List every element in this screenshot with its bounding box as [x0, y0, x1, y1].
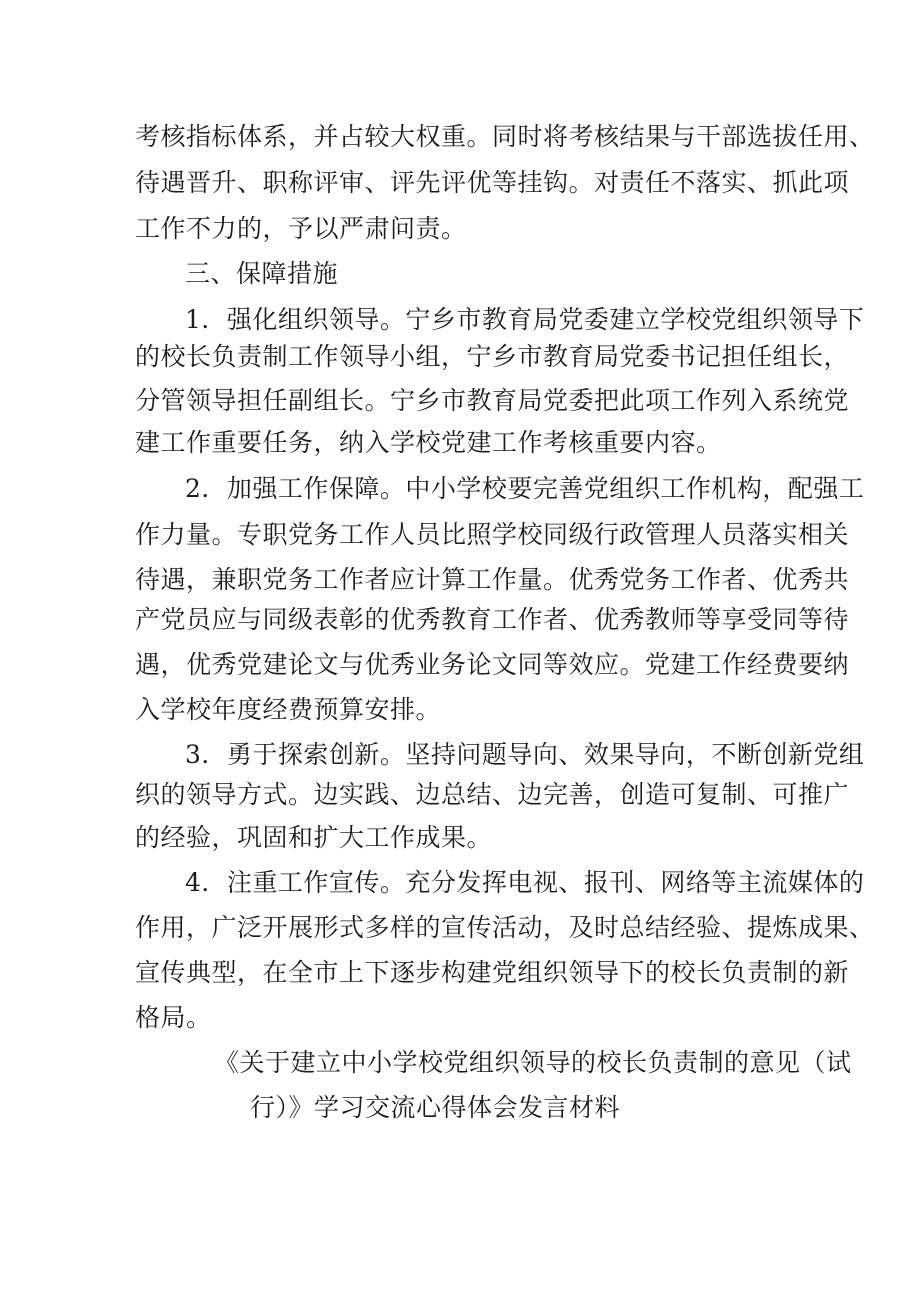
paragraph-line: 工作不力的，予以严肃问责。	[135, 214, 467, 243]
paragraph-line: 作用，广泛开展形式多样的宣传活动，及时总结经验、提炼成果、	[135, 913, 875, 942]
paragraph-line: 1．强化组织领导。宁乡市教育局党委建立学校党组织领导下	[185, 305, 865, 334]
paragraph-line: 2．加强工作保障。中小学校要完善党组织工作机构，配强工	[185, 474, 865, 503]
next-title-line: 行）》学习交流心得体会发言材料	[250, 1093, 621, 1122]
paragraph-line: 入学校年度经费预算安排。	[135, 695, 442, 724]
paragraph-line: 分管领导担任副组长。宁乡市教育局党委把此项工作列入系统党	[135, 386, 850, 415]
paragraph-line: 建工作重要任务，纳入学校党建工作考核重要内容。	[135, 428, 722, 457]
paragraph-line: 待遇，兼职党务工作者应计算工作量。优秀党务工作者、优秀共	[135, 565, 850, 594]
next-title-line: 《关于建立中小学校党组织领导的校长负责制的意见（试	[214, 1048, 852, 1077]
paragraph-line: 待遇晋升、职称评审、评先评优等挂钩。对责任不落实、抓此项	[135, 168, 850, 197]
paragraph-line: 遇，优秀党建论文与优秀业务论文同等效应。党建工作经费要纳	[135, 650, 850, 679]
paragraph-line: 考核指标体系，并占较大权重。同时将考核结果与干部选拔任用、	[135, 122, 875, 151]
paragraph-line: 织的领导方式。边实践、边总结、边完善，创造可复制、可推广	[135, 780, 850, 809]
paragraph-line: 宣传典型，在全市上下逐步构建党组织领导下的校长负责制的新	[135, 958, 850, 987]
section-heading: 三、保障措施	[185, 259, 339, 288]
paragraph-line: 3．勇于探索创新。坚持问题导向、效果导向，不断创新党组	[185, 740, 865, 769]
paragraph-line: 的校长负责制工作领导小组，宁乡市教育局党委书记担任组长，	[135, 342, 850, 371]
paragraph-line: 产党员应与同级表彰的优秀教育工作者、优秀教师等享受同等待	[135, 605, 850, 634]
paragraph-line: 格局。	[135, 1003, 212, 1032]
paragraph-line: 的经验，巩固和扩大工作成果。	[135, 823, 493, 852]
paragraph-line: 作力量。专职党务工作人员比照学校同级行政管理人员落实相关	[135, 520, 850, 549]
paragraph-line: 4．注重工作宣传。充分发挥电视、报刊、网络等主流媒体的	[185, 868, 865, 897]
